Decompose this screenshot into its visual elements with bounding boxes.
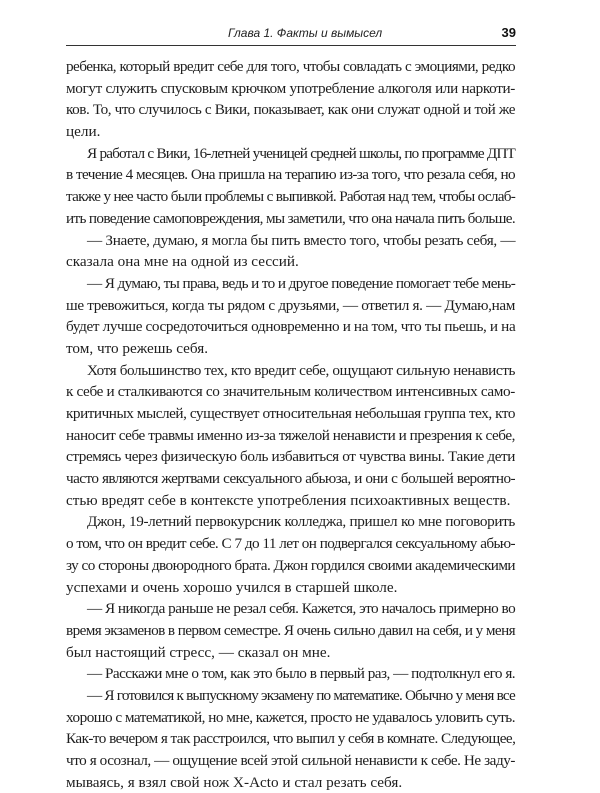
text-line: наносит себе травмы именно из-за тяжелой ненависти и презрения к себе, (66, 426, 515, 444)
running-head: Глава 1. Факты и вымысел (228, 26, 383, 40)
text-line: Хотя большинство тех, кто вредит себе, ощущают сильную ненависть (87, 361, 515, 379)
text-line: будет лучше сосредоточиться одновременно и на том, что ты пьешь, и на (66, 318, 516, 336)
text-line: также у нее часто были проблемы с выпивкой. Работая над тем, чтобы ослаб- (66, 188, 515, 206)
text-line: том, что режешь себя. (66, 339, 208, 357)
page-header (66, 25, 516, 46)
text-line: — Я думаю, ты права, ведь и то и другое поведение помогает тебе мень- (87, 274, 516, 292)
text-line: был настоящий стресс, — сказал он мне. (66, 643, 331, 661)
text-line: в течение 4 месяцев. Она пришла на терапию из-за того, что резала себя, но (66, 166, 515, 184)
text-line: — Расскажи мне о том, как это было в первый раз, — подтолкнул его я. (87, 665, 515, 683)
text-line: зу со стороны двоюродного брата. Джон гордился своими академическими (66, 556, 515, 574)
text-line: время экзаменов в первом семестре. Я очень сильно давил на себя, и у меня (66, 621, 515, 639)
body-text (66, 56, 515, 793)
text-line: ше тревожиться, когда ты рядом с друзьями, — ответил я. — Думаю,нам (66, 296, 515, 314)
text-line: хорошо с математикой, но мне, кажется, просто не удавалось уловить суть. (66, 708, 515, 726)
text-line: ить поведение самоповреждения, мы заметили, что она начала пить больше. (66, 209, 515, 227)
text-line: ков. То, что случилось с Вики, показывает, как они служат одной и той же (66, 101, 515, 119)
text-line: цели. (66, 123, 101, 141)
text-line: Я работал с Вики, 16-летней ученицей средней школы, по программе ДПТ (87, 144, 515, 162)
text-line: — Я никогда раньше не резал себя. Кажется, это началось примерно во (87, 600, 516, 618)
text-line: сказала она мне на одной из сессий. (66, 253, 299, 271)
text-line: — Я готовился к выпускному экзамену по математике. Обычно у меня все (87, 686, 515, 704)
text-line: к себе и сталкиваются со значительным количеством интенсивных само- (66, 383, 515, 401)
text-line: Джон, 19-летний первокурсник колледжа, пришел ко мне поговорить (87, 513, 515, 531)
text-line: Как-то вечером я так расстроился, что выпил у себя в комнате. Следующее, (66, 730, 516, 748)
text-line: могут служить спусковым крючком употребление алкоголя или наркоти- (66, 79, 515, 97)
text-line: — Знаете, думаю, я могла бы пить вместо того, чтобы резать себя, — (87, 231, 516, 249)
text-line: мываясь, я взял свой нож X-Acto и стал резать себя. (66, 773, 403, 791)
text-line: стремясь через физическую боль избавиться от чувства вины. Такие дети (66, 448, 515, 466)
page-number: 39 (501, 25, 516, 40)
text-line: успехами и очень хорошо учился в старшей школе. (66, 578, 398, 596)
text-line: стью вредят себе в контексте употребления психоактивных веществ. (66, 491, 511, 509)
text-line: ребенка, который вредит себе для того, чтобы совладать с эмоциями, редко (66, 58, 515, 75)
text-line: что я осознал, — ощущение всей этой сильной ненависти к себе. Не заду- (66, 752, 515, 769)
text-line: часто являются жертвами сексуального абьюза, и они с большей вероятно- (66, 470, 515, 488)
text-line: о том, что он вредит себе. С 7 до 11 лет он подвергался сексуальному абью- (66, 535, 515, 553)
text-line: критичных мыслей, существует относительная небольшая группа тех, кто (66, 405, 515, 422)
